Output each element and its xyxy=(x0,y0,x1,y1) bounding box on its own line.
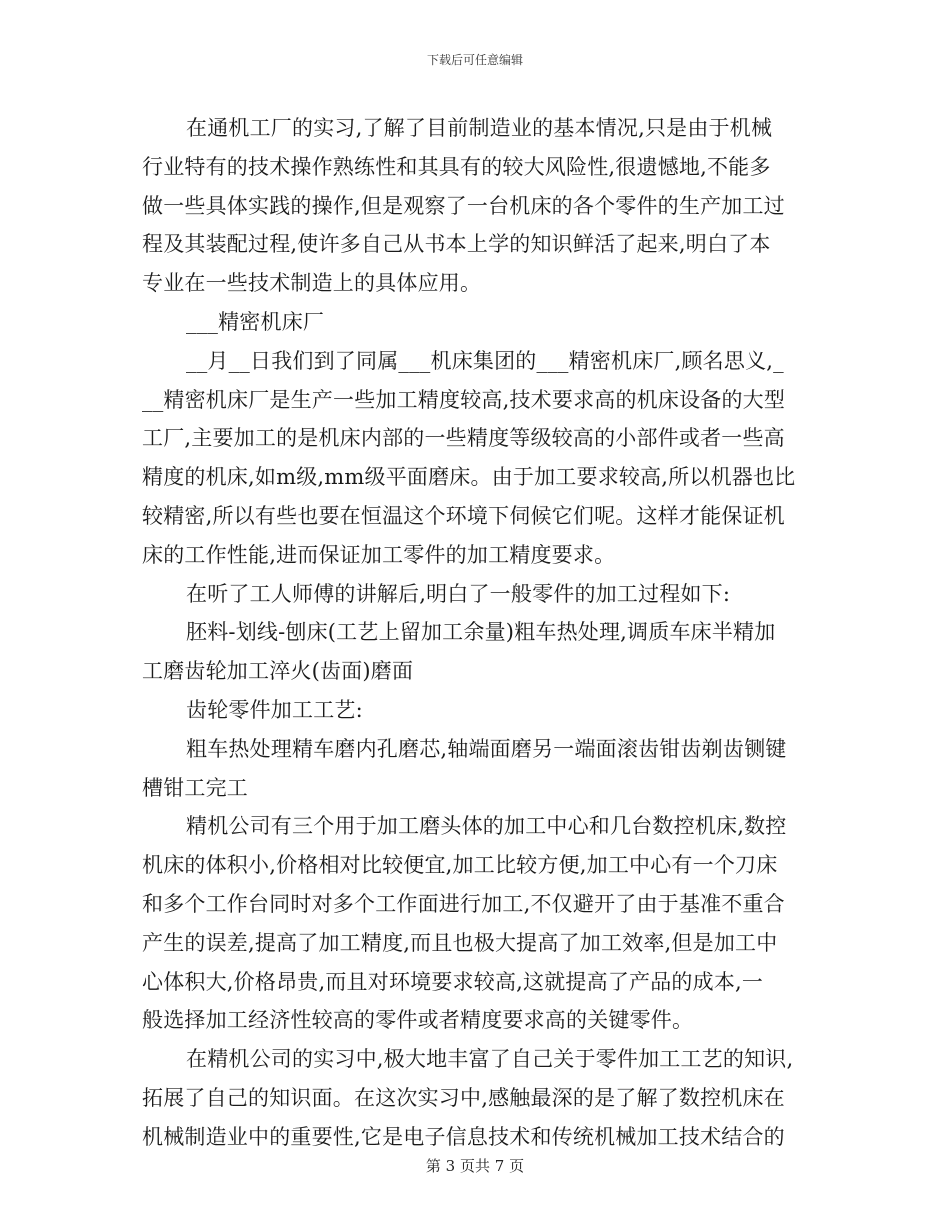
text-line: 专业在一些技术制造上的具体应用。 xyxy=(142,271,482,296)
text-line: 粗车热处理精车磨内孔磨芯,轴端面磨另一端面滚齿钳齿剃齿铡键 xyxy=(186,736,787,761)
paragraph xyxy=(142,575,818,614)
text-line: __月__日我们到了同属___机床集团的___精密机床厂,顾名思义,_ xyxy=(186,348,784,373)
text-line: 在通机工厂的实习,了解了目前制造业的基本情况,只是由于机械 xyxy=(186,116,773,140)
text-line: 心体积大,价格昂贵,而且对环境要求较高,这就提高了产品的成本,一 xyxy=(142,969,764,994)
text-line: 和多个工作台同时对多个工作面进行加工,不仅避开了由于基准不重合 xyxy=(142,891,785,916)
text-line: 床的工作性能,进而保证加工零件的加工精度要求。 xyxy=(142,542,616,567)
page-number: 第 3 页共 7 页 xyxy=(425,1157,525,1175)
text-line: 齿轮零件加工工艺: xyxy=(186,697,363,722)
paragraph xyxy=(142,303,818,342)
document-body xyxy=(142,109,818,1157)
text-line: 在听了工人师傅的讲解后,明白了一般零件的加工过程如下: xyxy=(186,581,731,606)
text-line: 精度的机床,如m级,mm级平面磨床。由于加工要求较高,所以机器也比 xyxy=(142,465,796,490)
text-line: 般选择加工经济性较高的零件或者精度要求高的关键零件。 xyxy=(142,1008,694,1033)
text-line: 产生的误差,提高了加工精度,而且也极大提高了加工效率,但是加工中 xyxy=(142,930,778,955)
text-line: 机械制造业中的重要性,它是电子信息技术和传统机械加工技术结合的 xyxy=(142,1124,785,1149)
text-line: 机床的体积小,价格相对比较便宜,加工比较方便,加工中心有一个刀床 xyxy=(142,853,778,878)
text-line: 在精机公司的实习中,极大地丰富了自己关于零件加工工艺的知识, xyxy=(186,1047,794,1072)
paragraph xyxy=(142,109,818,303)
page-header: 下载后可任意编辑 xyxy=(426,53,523,67)
paragraph xyxy=(142,1040,818,1156)
text-line: 拓展了自己的知识面。在这次实习中,感触最深的是了解了数控机床在 xyxy=(142,1085,785,1110)
text-line: 程及其装配过程,使许多自己从书本上学的知识鲜活了起来,明白了本 xyxy=(142,232,771,257)
paragraph xyxy=(142,613,818,691)
text-line: __精密机床厂是生产一些加工精度较高,技术要求高的机床设备的大型 xyxy=(142,387,786,412)
text-line: 精机公司有三个用于加工磨头体的加工中心和几台数控机床,数控 xyxy=(186,814,787,839)
paragraph xyxy=(142,691,818,730)
text-line: ___精密机床厂 xyxy=(186,309,325,334)
paragraph xyxy=(142,730,818,808)
text-line: 工磨齿轮加工淬火(齿面)磨面 xyxy=(142,659,414,684)
paragraph xyxy=(142,807,818,1040)
paragraph xyxy=(142,342,818,575)
text-line: 做一些具体实践的操作,但是观察了一台机床的各个零件的生产加工过 xyxy=(142,193,785,218)
text-line: 槽钳工完工 xyxy=(142,775,248,800)
text-line: 行业特有的技术操作熟练性和其具有的较大风险性,很遗憾地,不能多 xyxy=(142,154,771,179)
text-line: 较精密,所以有些也要在恒温这个环境下伺候它们呢。这样才能保证机 xyxy=(142,503,785,528)
text-line: 胚料-划线-刨床(工艺上留加工余量)粗车热处理,调质车床半精加 xyxy=(186,620,776,645)
text-line: 工厂,主要加工的是机床内部的一些精度等级较高的小部件或者一些高 xyxy=(142,426,785,451)
